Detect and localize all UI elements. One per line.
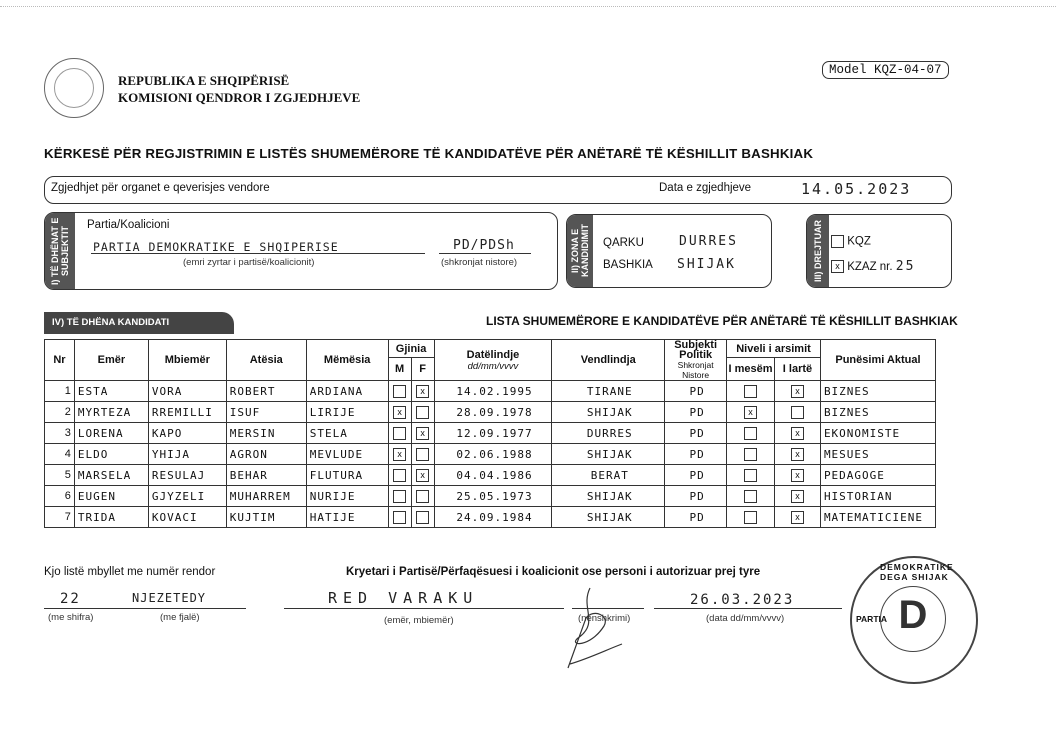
top-border xyxy=(0,6,1056,7)
cell-mbiemer[interactable]: YHIJA xyxy=(148,444,226,465)
cell-edu-higher xyxy=(775,402,821,423)
cell-birthdate[interactable]: 25.05.1973 xyxy=(434,486,552,507)
cell-memesia[interactable]: MEVLUDE xyxy=(306,444,388,465)
cell-nr: 1 xyxy=(45,381,75,402)
signature xyxy=(560,578,630,674)
cell-birthplace[interactable]: TIRANE xyxy=(552,381,665,402)
cell-birthplace[interactable]: BERAT xyxy=(552,465,665,486)
cell-memesia[interactable]: NURIJE xyxy=(306,486,388,507)
cell-edu-secondary xyxy=(727,507,775,528)
cell-gender-m-checkbox[interactable] xyxy=(393,490,406,503)
cell-gender-f xyxy=(411,423,434,444)
cell-atesia[interactable]: ISUF xyxy=(226,402,306,423)
table-row xyxy=(45,507,936,528)
cell-mbiemer[interactable]: RESULAJ xyxy=(148,465,226,486)
party-stamp xyxy=(850,556,978,684)
cell-atesia[interactable]: ROBERT xyxy=(226,381,306,402)
cell-atesia[interactable]: MERSIN xyxy=(226,423,306,444)
cell-edu-higher-checkbox[interactable]: x xyxy=(791,427,804,440)
cell-occupation[interactable]: EKONOMISTE xyxy=(820,423,935,444)
cell-edu-secondary-checkbox[interactable] xyxy=(744,511,757,524)
subject-side-label: I) TË DHËNAT E SUBJEKTIT xyxy=(45,213,75,289)
subjekti-sub: Shkronjat Nistore xyxy=(677,360,714,380)
cell-atesia[interactable]: KUJTIM xyxy=(226,507,306,528)
cell-gender-m xyxy=(388,465,411,486)
cell-party[interactable]: PD xyxy=(665,444,727,465)
cell-occupation[interactable]: MESUES xyxy=(820,444,935,465)
subjekti-label: Subjekti Politik xyxy=(674,339,718,361)
cell-gender-m-checkbox[interactable] xyxy=(393,469,406,482)
table-row xyxy=(45,486,936,507)
cell-edu-higher-checkbox[interactable]: x xyxy=(791,385,804,398)
cell-gender-f xyxy=(411,465,434,486)
cell-gender-m-checkbox[interactable] xyxy=(393,427,406,440)
cell-edu-secondary-checkbox[interactable] xyxy=(744,469,757,482)
cell-emer[interactable]: TRIDA xyxy=(74,507,148,528)
cell-emer[interactable]: ESTA xyxy=(74,381,148,402)
cell-emer[interactable]: MYRTEZA xyxy=(74,402,148,423)
cell-memesia[interactable]: LIRIJE xyxy=(306,402,388,423)
col-datelindje xyxy=(434,340,552,381)
col-punesimi: Punësimi Aktual xyxy=(820,340,935,381)
cell-occupation[interactable]: BIZNES xyxy=(820,402,935,423)
bashkia-value[interactable]: SHIJAK xyxy=(677,257,736,272)
cell-gender-f xyxy=(411,381,434,402)
date-format: dd/mm/vvvv xyxy=(467,360,519,372)
cell-emer[interactable]: EUGEN xyxy=(74,486,148,507)
cell-edu-higher-checkbox[interactable]: x xyxy=(791,469,804,482)
cell-edu-secondary xyxy=(727,402,775,423)
col-atesia: Atësia xyxy=(226,340,306,381)
qarku-value[interactable]: DURRES xyxy=(679,234,738,249)
cell-occupation[interactable]: MATEMATICIENE xyxy=(820,507,935,528)
cell-edu-secondary-checkbox[interactable] xyxy=(744,448,757,461)
kqz-checkbox[interactable] xyxy=(831,235,844,248)
directed-box xyxy=(806,214,952,288)
col-mesem: I mesëm xyxy=(727,358,775,381)
col-vendlindja: Vendlindja xyxy=(552,340,665,381)
subject-box xyxy=(44,212,558,290)
table-row xyxy=(45,444,936,465)
candidate-data-tab: IV) TË DHËNA KANDIDATI xyxy=(44,312,234,334)
cell-edu-secondary xyxy=(727,486,775,507)
kzaz-checkbox[interactable]: x xyxy=(831,260,844,273)
signing-date[interactable]: 26.03.2023 xyxy=(690,592,795,608)
form-title: KËRKESË PËR REGJISTRIMIN E LISTËS SHUMEMËRORE TË KANDIDATËVE PËR ANËTARË TË KËSHILLIT BASHKIAK xyxy=(44,146,814,161)
col-subjekti xyxy=(665,340,727,381)
cell-nr: 4 xyxy=(45,444,75,465)
cell-nr: 3 xyxy=(45,423,75,444)
cell-gender-f-checkbox[interactable] xyxy=(416,448,429,461)
cell-gender-m xyxy=(388,444,411,465)
representative-name[interactable]: RED VARAKU xyxy=(328,589,479,607)
cell-edu-secondary xyxy=(727,444,775,465)
cell-birthplace[interactable]: SHIJAK xyxy=(552,402,665,423)
commission-name: KOMISIONI QENDROR I ZGJEDHJEVE xyxy=(118,90,361,105)
cell-birthdate[interactable]: 24.09.1984 xyxy=(434,507,552,528)
words-caption: (me fjalë) xyxy=(160,612,200,623)
cell-gender-m-checkbox[interactable]: x xyxy=(393,448,406,461)
number-caption: (me shifra) xyxy=(48,612,94,623)
cell-atesia[interactable]: BEHAR xyxy=(226,465,306,486)
kzaz-number[interactable]: 25 xyxy=(895,259,916,274)
cell-nr: 5 xyxy=(45,465,75,486)
cell-atesia[interactable]: MUHARREM xyxy=(226,486,306,507)
cell-gender-m xyxy=(388,507,411,528)
zone-box xyxy=(566,214,772,288)
cell-mbiemer[interactable]: RREMILLI xyxy=(148,402,226,423)
cell-gender-m-checkbox[interactable] xyxy=(393,385,406,398)
cell-gender-f-checkbox[interactable] xyxy=(416,406,429,419)
party-logo-icon: D xyxy=(898,593,928,637)
cell-edu-higher xyxy=(775,381,821,402)
cell-gender-m xyxy=(388,423,411,444)
cell-gender-f xyxy=(411,402,434,423)
cell-edu-higher xyxy=(775,486,821,507)
table-row xyxy=(45,402,936,423)
cell-gender-f-checkbox[interactable]: x xyxy=(416,427,429,440)
party-acronym[interactable]: PD/PDSh xyxy=(453,238,515,253)
cell-gender-f xyxy=(411,444,434,465)
cell-edu-higher-checkbox[interactable]: x xyxy=(791,511,804,524)
zone-side-label: II) ZONA E KANDIDIMIT xyxy=(567,215,593,287)
republic-name: REPUBLIKA E SHQIPËRISË xyxy=(118,73,290,88)
cell-party[interactable]: PD xyxy=(665,507,727,528)
cell-mbiemer[interactable]: VORA xyxy=(148,381,226,402)
cell-gender-f xyxy=(411,507,434,528)
cell-party[interactable]: PD xyxy=(665,486,727,507)
cell-edu-secondary-checkbox[interactable] xyxy=(744,490,757,503)
party-name[interactable]: PARTIA DEMOKRATIKE E SHQIPERISE xyxy=(93,240,339,254)
date-caption: (data dd/mm/vvvv) xyxy=(706,613,785,624)
cell-edu-higher xyxy=(775,507,821,528)
qarku-label: QARKU xyxy=(603,237,644,249)
cell-gender-f xyxy=(411,486,434,507)
form-model-code: Model KQZ-04-07 xyxy=(822,61,949,79)
cell-emer[interactable]: ELDO xyxy=(74,444,148,465)
cell-birthdate[interactable]: 14.02.1995 xyxy=(434,381,552,402)
cell-edu-higher xyxy=(775,423,821,444)
col-mbiemer: Mbiemër xyxy=(148,340,226,381)
table-row xyxy=(45,423,936,444)
cell-birthplace[interactable]: SHIJAK xyxy=(552,444,665,465)
cell-birthplace[interactable]: SHIJAK xyxy=(552,507,665,528)
election-date-label: Data e zgjedhjeve xyxy=(659,182,752,194)
election-row xyxy=(44,176,952,204)
table-row xyxy=(45,381,936,402)
cell-edu-secondary xyxy=(727,381,775,402)
cell-edu-secondary xyxy=(727,465,775,486)
cell-party[interactable]: PD xyxy=(665,423,727,444)
cell-party[interactable]: PD xyxy=(665,381,727,402)
header xyxy=(118,72,360,106)
cell-nr: 7 xyxy=(45,507,75,528)
cell-birthplace[interactable]: SHIJAK xyxy=(552,486,665,507)
col-m: M xyxy=(388,358,411,381)
stamp-text: DEMOKRATIKE DEGA SHIJAK xyxy=(880,562,954,582)
signature-caption: (nënshkrimi) xyxy=(578,613,631,624)
cell-occupation[interactable]: HISTORIAN xyxy=(820,486,935,507)
cell-birthdate[interactable]: 02.06.1988 xyxy=(434,444,552,465)
cell-mbiemer[interactable]: GJYZELI xyxy=(148,486,226,507)
col-nr: Nr xyxy=(45,340,75,381)
commission-seal xyxy=(44,58,104,118)
cell-party[interactable]: PD xyxy=(665,402,727,423)
party-label: Partia/Koalicioni xyxy=(87,219,170,231)
acronym-caption: (shkronjat nistore) xyxy=(441,257,518,268)
col-emer: Emër xyxy=(74,340,148,381)
cell-gender-f-checkbox[interactable]: x xyxy=(416,385,429,398)
stamp-party: PARTIA xyxy=(856,614,888,624)
cell-mbiemer[interactable]: KAPO xyxy=(148,423,226,444)
stamp-logo xyxy=(880,586,946,652)
cell-edu-secondary xyxy=(727,423,775,444)
cell-birthdate[interactable]: 12.09.1977 xyxy=(434,423,552,444)
cell-gender-m xyxy=(388,381,411,402)
cell-edu-secondary-checkbox[interactable] xyxy=(744,385,757,398)
closing-label: Kjo listë mbyllet me numër rendor xyxy=(44,566,216,578)
cell-memesia[interactable]: FLUTURA xyxy=(306,465,388,486)
candidate-table xyxy=(44,339,936,528)
cell-gender-f-checkbox[interactable] xyxy=(416,490,429,503)
cell-nr: 6 xyxy=(45,486,75,507)
col-memesia: Mëmësia xyxy=(306,340,388,381)
cell-nr: 2 xyxy=(45,402,75,423)
cell-memesia[interactable]: ARDIANA xyxy=(306,381,388,402)
election-date[interactable]: 14.05.2023 xyxy=(801,180,912,198)
cell-gender-m xyxy=(388,402,411,423)
cell-occupation[interactable]: BIZNES xyxy=(820,381,935,402)
cell-mbiemer[interactable]: KOVACI xyxy=(148,507,226,528)
bashkia-label: BASHKIA xyxy=(603,259,653,271)
cell-emer[interactable]: LORENA xyxy=(74,423,148,444)
cell-birthdate[interactable]: 28.09.1978 xyxy=(434,402,552,423)
cell-memesia[interactable]: HATIJE xyxy=(306,507,388,528)
table-row xyxy=(45,465,936,486)
col-larte: I lartë xyxy=(775,358,821,381)
cell-gender-m-checkbox[interactable] xyxy=(393,511,406,524)
cell-gender-m-checkbox[interactable]: x xyxy=(393,406,406,419)
cell-birthdate[interactable]: 04.04.1986 xyxy=(434,465,552,486)
cell-birthplace[interactable]: DURRES xyxy=(552,423,665,444)
cell-gender-f-checkbox[interactable] xyxy=(416,511,429,524)
name-caption: (emër, mbiemër) xyxy=(384,615,454,626)
cell-emer[interactable]: MARSELA xyxy=(74,465,148,486)
col-gjinia: Gjinia xyxy=(388,340,434,358)
directed-side-label: III) DREJTUAR xyxy=(807,215,829,287)
cell-edu-higher-checkbox[interactable]: x xyxy=(791,448,804,461)
col-f: F xyxy=(411,358,434,381)
cell-party[interactable]: PD xyxy=(665,465,727,486)
kzaz-label: KZAZ nr. xyxy=(847,261,893,273)
cell-edu-secondary-checkbox[interactable] xyxy=(744,427,757,440)
secretary-label: Kryetari i Partisë/Përfaqësuesi i koalicionit ose personi i autorizuar prej tyre xyxy=(346,566,761,578)
election-label: Zgjedhjet për organet e qeverisjes vendore xyxy=(51,182,270,194)
cell-edu-higher xyxy=(775,444,821,465)
list-title: LISTA SHUMEMËRORE E KANDIDATËVE PËR ANËTARË TË KËSHILLIT BASHKIAK xyxy=(486,314,958,328)
cell-gender-m xyxy=(388,486,411,507)
party-name-caption: (emri zyrtar i partisë/koalicionit) xyxy=(183,257,315,268)
cell-edu-secondary-checkbox[interactable]: x xyxy=(744,406,757,419)
cell-edu-higher-checkbox[interactable] xyxy=(791,406,804,419)
closing-number[interactable]: 22 xyxy=(60,591,81,607)
cell-edu-higher-checkbox[interactable]: x xyxy=(791,490,804,503)
cell-atesia[interactable]: AGRON xyxy=(226,444,306,465)
closing-words[interactable]: NJEZETEDY xyxy=(132,591,207,605)
seal-inner-ring xyxy=(54,68,94,108)
kqz-label: KQZ xyxy=(847,235,871,248)
cell-edu-higher xyxy=(775,465,821,486)
cell-occupation[interactable]: PEDAGOGE xyxy=(820,465,935,486)
col-niveli: Niveli i arsimit xyxy=(727,340,821,358)
cell-memesia[interactable]: STELA xyxy=(306,423,388,444)
datelindje-label: Datëlindje xyxy=(466,348,520,361)
cell-gender-f-checkbox[interactable]: x xyxy=(416,469,429,482)
